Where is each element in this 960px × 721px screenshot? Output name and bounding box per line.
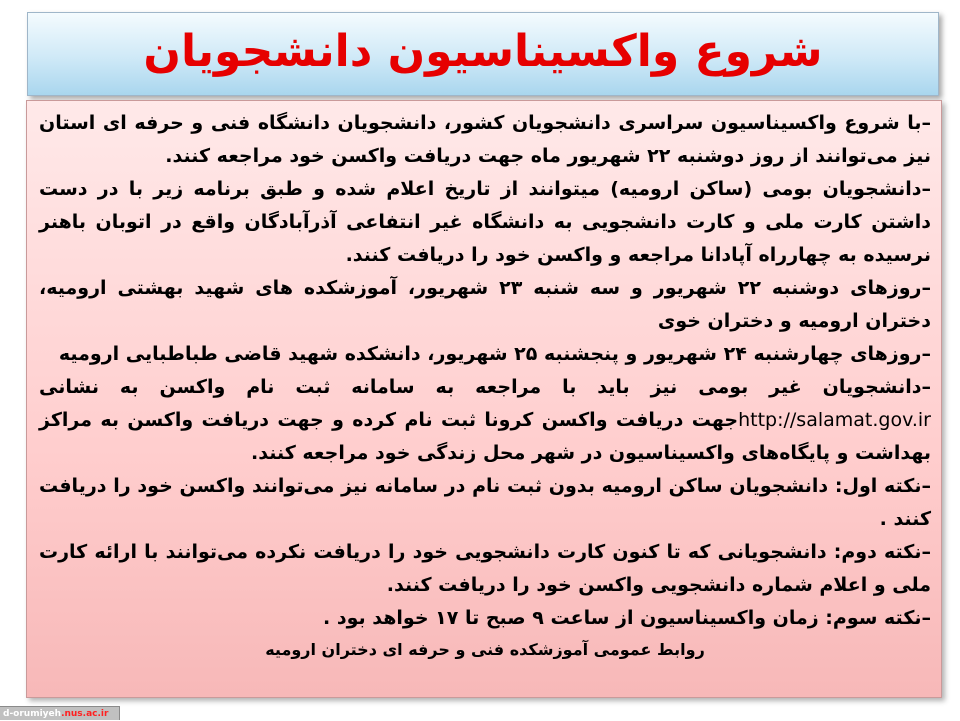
watermark-prefix: d-orumiyeh [3, 709, 62, 719]
note-third: –نکته سوم: زمان واکسیناسیون از ساعت ۹ صبح تا ۱۷ خواهد بود . [323, 607, 931, 629]
site-watermark [0, 706, 120, 720]
non-native-text-after: جهت دریافت واکسن کرونا ثبت نام کرده و جهت دریافت واکسن به مراکز بهداشت و پایگاه‌های واکسیناسیون در شهر محل زندگی خود مراجعه کنند. [39, 409, 931, 464]
announcement-body [26, 100, 942, 698]
page-title: شروع واکسیناسیون دانشجویان [143, 26, 823, 77]
paragraph-non-native-students [39, 371, 931, 470]
salamat-link[interactable]: http://salamat.gov.ir [738, 409, 931, 431]
paragraph-schedule-wednesday-thursday: –روزهای چهارشنبه ۲۴ شهریور و پنجشنبه ۲۵ شهریور، دانشکده شهید قاضی طباطبایی ارومیه [58, 343, 931, 365]
non-native-text-before: –دانشجویان غیر بومی نیز باید با مراجعه به سامانه ثبت نام واکسن به نشانی [39, 376, 931, 398]
paragraph-vaccination-start: –با شروع واکسیناسیون سراسری دانشجویان کشور، دانشجویان دانشگاه فنی و حرفه ای استان نیز می‌توانند از روز دوشنبه ۲۲ شهریور ماه جهت دریافت واکسن خود مراجعه کنند. [39, 112, 931, 167]
footer-signature: روابط عمومی آموزشکده فنی و حرفه ای دختران ارومیه [265, 640, 705, 659]
title-banner [27, 12, 939, 96]
note-second: –نکته دوم: دانشجویانی که تا کنون کارت دانشجویی خود را دریافت نکرده می‌توانند با ارائه کارت ملی و اعلام شماره دانشجویی واکسن خود را دریافت کنند. [39, 541, 931, 596]
paragraph-schedule-monday-tuesday: –روزهای دوشنبه ۲۲ شهریور و سه شنبه ۲۳ شهریور، آموزشکده های شهید بهشتی ارومیه، دختران ارومیه و دختران خوی [39, 277, 931, 332]
note-first: –نکته اول: دانشجویان ساکن ارومیه بدون ثبت نام در سامانه نیز می‌توانند واکسن خود را دریافت کنند . [39, 475, 931, 530]
paragraph-native-students: –دانشجویان بومی (ساکن ارومیه) میتوانند از تاریخ اعلام شده و طبق برنامه زیر با در دست داشتن کارت ملی و کارت دانشجویی به دانشگاه غیر انتفاعی آذرآبادگان واقع در اتوبان باهنر نرسیده به چهارراه آپادانا مراجعه و واکسن خود را دریافت کنند. [39, 178, 931, 266]
watermark-suffix: .nus.ac.ir [61, 709, 109, 719]
